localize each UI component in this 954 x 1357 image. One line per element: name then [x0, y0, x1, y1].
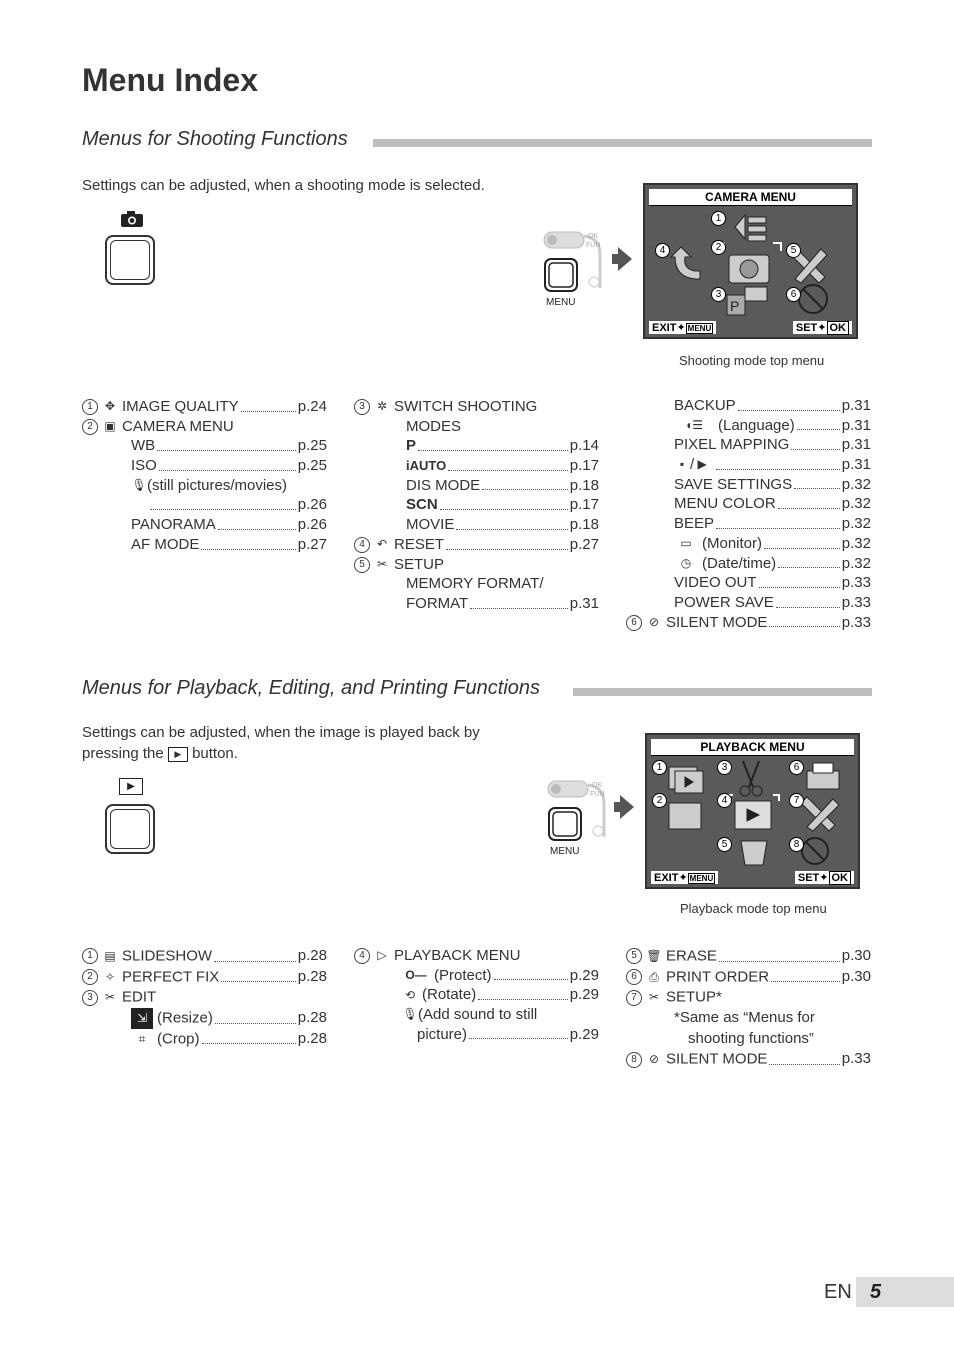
svg-text:OK: OK — [588, 233, 599, 240]
badge-3: 3 — [711, 287, 726, 302]
list-item: MEMORY FORMAT/ — [406, 575, 544, 593]
screen-title: PLAYBACK MENU — [651, 739, 854, 756]
list-item: picture) p.29 — [417, 1025, 599, 1043]
list-item: 7 ✂ SETUP* — [626, 987, 871, 1008]
list-item: shooting functions” — [688, 1029, 814, 1047]
language-icon: ◖☰ — [684, 417, 703, 432]
list-item: AF MODE p.27 — [131, 535, 327, 553]
list-item: 2 ✧ PERFECT FIX p.28 — [82, 967, 327, 988]
list-item: ▭ (Monitor) p.32 — [674, 534, 871, 554]
badge-4: 4 — [655, 243, 670, 258]
list-item: 8 ⊘ SILENT MODE p.33 — [626, 1049, 871, 1070]
camera-menu-icons — [645, 207, 856, 317]
list-item: ⟲ (Rotate) p.29 — [402, 985, 599, 1005]
silent-mode-icon: ⊘ — [648, 1052, 660, 1067]
list-item: MENU COLOR p.32 — [674, 495, 871, 513]
list-item: 1 ▤ SLIDESHOW p.28 — [82, 946, 327, 967]
list-item: *Same as “Menus for — [674, 1009, 815, 1027]
playback-menu-screen — [645, 733, 860, 889]
list-item: ◖☰ (Language) p.31 — [674, 416, 871, 436]
list-item: 3 ✂ EDIT — [82, 987, 327, 1008]
screen-exit: EXIT✦ MENU — [649, 321, 716, 334]
badge-8: 8 — [789, 837, 804, 852]
mode-dial-button[interactable] — [105, 235, 155, 285]
camera-menu-icon: ▣ — [104, 418, 116, 433]
list-item: 4 ▷ PLAYBACK MENU — [354, 946, 599, 966]
page-number: 5 — [856, 1277, 954, 1307]
arrow-right-icon — [618, 247, 632, 271]
shooting-col-3 — [626, 396, 871, 632]
list-item: 🎙︎(Add sound to still — [402, 1006, 538, 1024]
list-item: DIS MODE p.18 — [406, 476, 599, 494]
list-item: PANORAMA p.26 — [131, 516, 327, 534]
arrow-right-icon — [620, 795, 634, 819]
key-icon: O— — [405, 967, 427, 982]
playback-caption: Playback mode top menu — [680, 901, 827, 916]
rotate-icon: ⟲ — [404, 987, 416, 1002]
silent-mode-icon: ⊘ — [648, 614, 660, 629]
list-item: BEEP p.32 — [674, 515, 871, 533]
playback-intro: Settings can be adjusted, when the image is played back by pressing the ▶ button. — [82, 724, 480, 762]
list-item: SCN p.17 — [406, 496, 599, 514]
shooting-col-2 — [354, 397, 599, 614]
language-code: EN — [824, 1281, 852, 1303]
scissors-icon: ✂ — [104, 990, 116, 1005]
badge-2: 2 — [711, 240, 726, 255]
perfect-fix-icon: ✧ — [104, 969, 116, 984]
badge-6: 6 — [786, 287, 801, 302]
screen-title: CAMERA MENU — [649, 189, 852, 206]
list-item: 1 ✥ IMAGE QUALITY p.24 — [82, 397, 327, 417]
menu-button-label: MENU — [546, 297, 576, 308]
badge-1: 1 — [652, 760, 667, 775]
screen-exit: EXIT✦ MENU — [651, 871, 718, 884]
switch-modes-icon: ✲ — [376, 399, 388, 414]
playback-col-3 — [626, 946, 871, 1070]
camera-buttons-graphic — [540, 228, 604, 303]
playback-button-icon: ▶ — [168, 747, 188, 762]
camera-menu-screen — [643, 183, 858, 339]
reset-icon: ↶ — [376, 536, 388, 551]
badge-6: 6 — [789, 760, 804, 775]
list-item: ⇲ (Resize) p.28 — [131, 1008, 327, 1029]
list-item: ⌗ (Crop) p.28 — [131, 1029, 327, 1050]
slideshow-icon: ▤ — [104, 949, 116, 963]
list-item: 6 ⎙ PRINT ORDER p.30 — [626, 967, 871, 988]
resize-icon: ⇲ — [131, 1008, 153, 1029]
list-item: p.26 — [148, 495, 327, 515]
section-heading-playback: Menus for Playback, Editing, and Printing Functions — [82, 677, 541, 699]
list-item: ▪ / ▶ p.31 — [674, 455, 871, 475]
section-divider — [373, 139, 872, 147]
clock-icon: ◷ — [680, 555, 692, 570]
list-item: iAUTO p.17 — [406, 457, 599, 475]
monitor-icon: ▭ — [680, 535, 692, 550]
list-item: PIXEL MAPPING p.31 — [674, 436, 871, 454]
shooting-col-1 — [82, 397, 327, 555]
list-item: SAVE SETTINGS p.32 — [674, 475, 871, 493]
list-item: ISO p.25 — [131, 457, 327, 475]
badge-2: 2 — [652, 793, 667, 808]
image-quality-icon: ✥ — [104, 399, 116, 414]
print-icon: ⎙ — [649, 969, 659, 984]
badge-5: 5 — [717, 837, 732, 852]
playback-col-2 — [354, 946, 599, 1044]
menu-button-label: MENU — [550, 846, 580, 857]
shooting-intro: Settings can be adjusted, when a shooting mode is selected. — [82, 177, 485, 194]
microphone-icon: 🎙︎ — [402, 1007, 418, 1022]
badge-1: 1 — [711, 211, 726, 226]
list-item: P p.14 — [406, 437, 599, 455]
playback-icon: ▶ — [119, 778, 143, 795]
microphone-icon: 🎙︎ — [131, 477, 147, 492]
section-divider — [573, 688, 872, 696]
crop-icon: ⌗ — [138, 1031, 146, 1046]
playback-menu-icons — [647, 757, 858, 867]
list-item: BACKUP p.31 — [674, 397, 871, 414]
list-item: 3 ✲ SWITCH SHOOTING — [354, 397, 599, 417]
screen-set: SET✦ OK — [793, 321, 852, 334]
list-item: 4 ↶ RESET p.27 — [354, 535, 599, 555]
badge-5: 5 — [786, 243, 801, 258]
list-item: ◷ (Date/time) p.32 — [674, 554, 871, 574]
svg-text:P: P — [730, 298, 740, 314]
page-title: Menu Index — [82, 62, 259, 98]
setup-tools-icon: ✂ — [376, 556, 388, 571]
shooting-caption: Shooting mode top menu — [679, 353, 825, 368]
playback-small-icon: ▶ — [697, 457, 707, 472]
list-item: POWER SAVE p.33 — [674, 593, 871, 611]
list-item: MODES — [406, 417, 462, 435]
playback-col-1 — [82, 946, 327, 1049]
list-item: 🎙︎(still pictures/movies) — [131, 476, 288, 494]
playback-menu-icon: ▷ — [377, 948, 387, 963]
list-item: 2 ▣ CAMERA MENU — [82, 417, 327, 437]
svg-text:FUN: FUN — [586, 242, 601, 249]
list-item: WB p.25 — [131, 437, 327, 455]
list-item: O— (Protect) p.29 — [402, 966, 599, 986]
playback-button[interactable] — [105, 804, 155, 854]
list-item: 6 ⊘ SILENT MODE p.33 — [626, 613, 871, 633]
camera-icon — [120, 210, 144, 233]
list-item: MOVIE p.18 — [406, 516, 599, 534]
badge-7: 7 — [789, 793, 804, 808]
badge-3: 3 — [717, 760, 732, 775]
badge-4: 4 — [717, 793, 732, 808]
list-item: VIDEO OUT p.33 — [674, 574, 871, 592]
trash-icon: 🗑︎ — [646, 949, 662, 963]
camera-small-icon: ▪ — [679, 457, 685, 472]
list-item: FORMAT p.31 — [406, 594, 599, 612]
svg-text:OK: OK — [592, 782, 603, 789]
svg-text:FUN: FUN — [590, 791, 605, 798]
list-item: 5 🗑︎ ERASE p.30 — [626, 946, 871, 967]
list-item: 5 ✂ SETUP — [354, 555, 599, 575]
setup-tools-icon: ✂ — [648, 990, 660, 1005]
camera-buttons-graphic — [544, 777, 608, 852]
screen-set: SET✦ OK — [795, 871, 854, 884]
section-heading-shooting: Menus for Shooting Functions — [82, 128, 348, 150]
